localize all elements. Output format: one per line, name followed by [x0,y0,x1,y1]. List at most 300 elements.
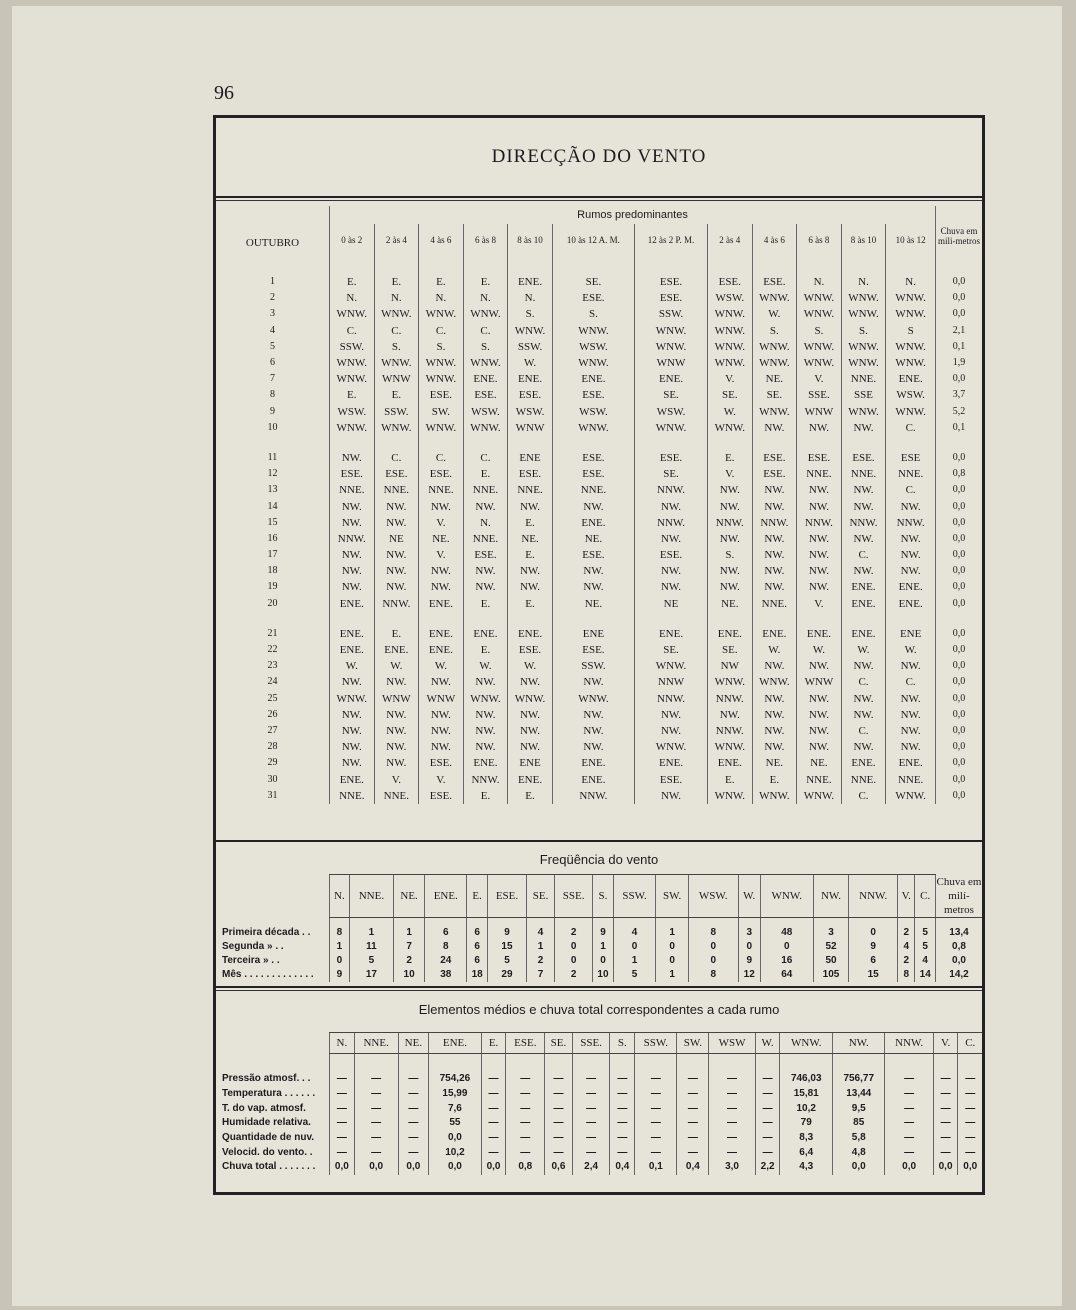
element-cell: — [572,1101,610,1116]
direction-cell: E. [463,596,508,612]
direction-cell: WNW. [752,355,797,371]
direction-cell: ENE. [330,596,375,612]
element-cell: — [933,1145,958,1160]
direction-header: NNE. [354,1033,398,1054]
direction-cell: NW. [752,723,797,739]
direction-cell: SE. [708,642,753,658]
frequency-cell: 16 [760,954,813,968]
direction-cell: C. [886,420,936,436]
direction-cell: C. [374,450,419,466]
direction-cell: WNW. [330,306,375,322]
direction-cell: NW. [752,547,797,563]
direction-cell: NW. [797,579,842,595]
direction-cell: NW. [752,498,797,514]
direction-cell: NW. [886,691,936,707]
table-row [216,1072,982,1087]
day-number: 29 [267,757,278,769]
spacer-row [216,917,982,926]
day-number: 19 [267,581,278,593]
direction-cell: N. [330,290,375,306]
direction-cell: NNE. [374,482,419,498]
direction-cell: NE. [797,755,842,771]
element-cell: — [610,1131,635,1146]
rain-cell: 0,0 [936,515,983,531]
rain-cell: 0,0 [936,596,983,612]
direction-header: SSW. [613,875,656,918]
day-number: 15 [267,516,278,528]
element-cell: — [330,1087,355,1102]
direction-cell: NW. [886,723,936,739]
rain-cell: 0,0 [936,723,983,739]
element-cell: — [398,1131,429,1146]
element-cell: — [635,1072,677,1087]
frequency-cell: 38 [425,968,467,982]
direction-cell: ESE. [552,290,634,306]
direction-cell: C. [841,788,886,804]
frequency-cell: 7 [527,968,555,982]
direction-cell: NW. [463,723,508,739]
direction-cell: NW. [708,707,753,723]
rain-cell: 0,0 [936,739,983,755]
direction-cell: S. [552,306,634,322]
direction-cell: N. [419,290,464,306]
direction-cell: WNW. [708,788,753,804]
direction-header: C. [958,1033,982,1054]
frequency-cell: 1 [656,926,688,940]
frequency-cell: 1 [527,940,555,954]
direction-header: S. [593,875,613,918]
direction-cell: NNE. [463,482,508,498]
direction-cell: ESE. [419,466,464,482]
direction-cell: ENE. [552,515,634,531]
table-row [216,498,982,514]
direction-cell: WNW [508,420,553,436]
direction-cell: WNW. [752,290,797,306]
direction-cell: ENE. [635,755,708,771]
frequency-cell: 3 [813,926,849,940]
day-number: 7 [270,373,275,385]
element-cell: — [545,1131,573,1146]
direction-cell: N. [463,290,508,306]
day-number: 17 [267,549,278,561]
direction-cell: W. [841,642,886,658]
element-cell: — [677,1101,709,1116]
direction-cell: E. [508,596,553,612]
element-cell: — [958,1101,982,1116]
direction-cell: NW. [886,531,936,547]
rain-cell: 0,0 [936,691,983,707]
element-cell: 0,0 [330,1160,355,1175]
direction-cell: NW. [752,531,797,547]
direction-cell: WNW. [797,339,842,355]
frequency-cell: 0 [688,940,738,954]
direction-cell: W. [374,658,419,674]
element-cell: — [885,1072,933,1087]
direction-cell: ENE. [419,642,464,658]
table-row [216,371,982,387]
element-cell: 5,8 [832,1131,885,1146]
time-column-header: 12 às 2 P. M. [635,224,708,260]
table-row [216,1145,982,1160]
direction-cell: WNW. [886,339,936,355]
element-cell: 0,0 [429,1131,482,1146]
direction-cell: C. [886,674,936,690]
element-cell: — [709,1087,755,1102]
element-cell: — [885,1131,933,1146]
direction-header: ENE. [429,1033,482,1054]
direction-header: ESE. [506,1033,545,1054]
direction-header: E. [481,1033,506,1054]
element-cell: — [354,1087,398,1102]
wind-direction-table [216,206,982,804]
direction-header: C. [915,875,936,918]
direction-cell: NE. [552,531,634,547]
direction-cell: ESE. [635,547,708,563]
direction-cell: WNW. [886,306,936,322]
direction-cell: NW. [797,482,842,498]
element-cell: — [933,1131,958,1146]
direction-header: NNW. [849,875,898,918]
direction-cell: ENE. [752,626,797,642]
direction-cell: WNW. [552,420,634,436]
direction-cell: W. [797,642,842,658]
element-cell: — [398,1101,429,1116]
element-cell: 0,0 [429,1160,482,1175]
element-cell: — [709,1072,755,1087]
divider [216,986,982,988]
direction-cell: NW. [886,547,936,563]
direction-cell: WSW. [552,404,634,420]
element-cell: — [354,1101,398,1116]
element-cell: 0,0 [885,1160,933,1175]
direction-header: N. [330,1033,355,1054]
direction-cell: NW. [330,563,375,579]
direction-header: WSW. [688,875,738,918]
direction-cell: NNW. [330,531,375,547]
frequency-cell: 12 [738,968,760,982]
frequency-cell: 8 [688,968,738,982]
direction-cell: NW. [374,563,419,579]
direction-cell: ENE. [552,771,634,787]
rain-cell: 0,0 [936,771,983,787]
direction-cell: ENE. [330,771,375,787]
element-cell: — [481,1131,506,1146]
direction-cell: ESE. [752,466,797,482]
frequency-cell: 5 [487,954,526,968]
element-cell: — [755,1116,780,1131]
table-row [216,642,982,658]
frequency-cell: 15 [487,940,526,954]
frequency-title: Freqüência do vento [539,852,659,867]
element-cell: 0,0 [933,1160,958,1175]
frequency-cell: 52 [813,940,849,954]
direction-cell: SSW. [330,339,375,355]
table-row [216,954,982,968]
element-cell: — [545,1087,573,1102]
element-cell: — [610,1087,635,1102]
direction-cell: NE [374,531,419,547]
direction-cell: NNW. [708,691,753,707]
direction-cell: NNE. [886,771,936,787]
direction-cell: NW. [708,579,753,595]
time-column-header: 8 às 10 [508,224,553,260]
day-number: 8 [270,389,275,401]
divider [216,990,982,991]
element-cell: — [610,1101,635,1116]
direction-header: SW. [656,875,688,918]
direction-cell: ENE. [463,371,508,387]
direction-cell: NW. [797,498,842,514]
element-cell: — [354,1131,398,1146]
table-row [216,771,982,787]
direction-header: W. [755,1033,780,1054]
element-cell: — [545,1072,573,1087]
element-cell: — [610,1145,635,1160]
direction-cell: WNW. [635,739,708,755]
direction-cell: NW. [463,674,508,690]
direction-cell: NW. [708,531,753,547]
frequency-cell: 4 [527,926,555,940]
direction-cell: NW. [708,498,753,514]
group-header-row [216,206,982,224]
day-number: 12 [267,468,278,480]
direction-cell: WNW. [752,339,797,355]
direction-cell: NW. [463,579,508,595]
time-column-header: 6 às 8 [797,224,842,260]
element-cell: — [755,1145,780,1160]
direction-cell: NW. [752,658,797,674]
spacer-row [216,1054,982,1073]
day-number: 16 [267,532,278,544]
frequency-cell: 2 [898,926,915,940]
direction-cell: NW. [886,707,936,723]
direction-cell: NW. [635,498,708,514]
element-cell: — [635,1145,677,1160]
direction-cell: NW. [508,498,553,514]
direction-header: NNE. [349,875,393,918]
direction-cell: NNW. [841,515,886,531]
direction-cell: ENE. [886,755,936,771]
frequency-cell: 29 [487,968,526,982]
element-cell: — [635,1131,677,1146]
direction-cell: C. [419,323,464,339]
frequency-cell: 8 [330,926,350,940]
rain-cell: 0,0 [936,788,983,804]
direction-cell: ENE. [635,626,708,642]
day-number: 26 [267,708,278,720]
direction-cell: NW. [841,498,886,514]
rain-cell: 1,9 [936,355,983,371]
direction-cell: NNE. [374,788,419,804]
table-row [216,739,982,755]
row-label: Chuva total . . . . . . . [222,1161,316,1173]
element-cell: 13,44 [832,1087,885,1102]
direction-cell: WSW. [508,404,553,420]
direction-cell: NW. [508,739,553,755]
element-cell: — [635,1101,677,1116]
table-row [216,1116,982,1131]
day-number: 5 [270,340,275,352]
direction-cell: WNW. [841,339,886,355]
rain-cell: 0,0 [936,547,983,563]
direction-cell: N. [886,274,936,290]
direction-cell: ENE. [330,626,375,642]
direction-cell: NNW. [463,771,508,787]
frequency-cell: 11 [349,940,393,954]
frequency-cell: 4 [915,954,936,968]
direction-cell: WNW. [330,420,375,436]
rain-cell: 0,0 [936,707,983,723]
direction-cell: NW. [841,531,886,547]
element-cell: — [481,1101,506,1116]
frequency-cell: 48 [760,926,813,940]
direction-cell: NNW [635,674,708,690]
table-row [216,420,982,436]
direction-cell: WSW. [330,404,375,420]
direction-cell: NNE. [797,466,842,482]
rain-cell: 0,1 [936,339,983,355]
direction-cell: ENE [508,755,553,771]
frequency-cell: 0 [656,940,688,954]
element-cell: 10,2 [780,1101,833,1116]
day-number: 3 [270,308,275,320]
direction-cell: ESE. [419,788,464,804]
direction-cell: NW. [886,658,936,674]
direction-cell: NE [635,596,708,612]
direction-cell: ENE. [841,626,886,642]
direction-cell: S. [419,339,464,355]
direction-cell: NNW. [635,515,708,531]
direction-cell: WNW. [841,355,886,371]
direction-header: NW. [813,875,849,918]
element-cell: 3,0 [709,1160,755,1175]
direction-cell: WNW. [330,691,375,707]
direction-cell: NW. [797,723,842,739]
direction-header: SE. [545,1033,573,1054]
rain-cell: 0,0 [936,450,983,466]
day-number: 25 [267,692,278,704]
element-cell: — [755,1101,780,1116]
direction-header: V. [898,875,915,918]
direction-header: S. [610,1033,635,1054]
direction-cell: WNW. [797,355,842,371]
direction-cell: ESE. [752,450,797,466]
direction-cell: WNW. [797,306,842,322]
element-cell: 6,4 [780,1145,833,1160]
direction-cell: WNW. [552,323,634,339]
rain-header: Chuva em mili-metros [936,206,983,260]
table-row [216,515,982,531]
direction-cell: SSW. [635,306,708,322]
direction-header: WNW. [780,1033,833,1054]
direction-cell: E. [463,642,508,658]
element-cell: — [398,1116,429,1131]
spacer-row [216,612,982,626]
direction-cell: NW. [330,515,375,531]
direction-header: SW. [677,1033,709,1054]
frequency-cell: 6 [467,940,487,954]
table-row [216,339,982,355]
direction-cell: NW. [797,531,842,547]
frequency-cell: 9 [593,926,613,940]
direction-cell: C. [841,674,886,690]
direction-cell: ENE. [708,755,753,771]
direction-cell: WNW. [752,788,797,804]
element-cell: 10,2 [429,1145,482,1160]
frequency-cell: 9 [849,940,898,954]
element-cell: 55 [429,1116,482,1131]
direction-cell: NW. [552,498,634,514]
direction-cell: V. [374,771,419,787]
frequency-cell: 50 [813,954,849,968]
direction-cell: WNW. [463,420,508,436]
direction-cell: ENE. [330,642,375,658]
frequency-cell: 10 [394,968,425,982]
direction-cell: SSE. [797,387,842,403]
direction-cell: E. [374,626,419,642]
direction-cell: WNW. [708,355,753,371]
direction-cell: E. [330,387,375,403]
direction-cell: SE. [635,466,708,482]
element-cell: — [755,1131,780,1146]
direction-cell: NW. [841,563,886,579]
divider [216,840,982,842]
frequency-cell: 5 [349,954,393,968]
element-cell: 85 [832,1116,885,1131]
element-cell: — [709,1116,755,1131]
rain-cell: 0,0 [936,371,983,387]
direction-cell: NW. [552,674,634,690]
direction-cell: N. [797,274,842,290]
element-cell: 0,0 [958,1160,982,1175]
direction-cell: NW. [419,707,464,723]
direction-cell: ESE. [463,387,508,403]
frequency-cell: 2 [555,968,593,982]
element-cell: 0,0 [398,1160,429,1175]
direction-cell: NW. [508,707,553,723]
direction-cell: NW. [752,707,797,723]
direction-cell: V. [419,515,464,531]
element-cell: — [933,1116,958,1131]
direction-cell: WNW. [508,691,553,707]
time-column-header: 2 às 4 [374,224,419,260]
direction-cell: NW. [635,579,708,595]
rain-cell: 0,0 [936,290,983,306]
rain-cell: 0,0 [936,531,983,547]
element-cell: — [545,1101,573,1116]
element-cell: — [755,1072,780,1087]
direction-cell: WSW. [552,339,634,355]
frequency-cell: 13,4 [936,926,983,940]
direction-header: NE. [394,875,425,918]
element-cell: — [545,1116,573,1131]
table-row [216,274,982,290]
direction-cell: NW. [374,547,419,563]
month-label: OUTUBRO [245,237,300,249]
element-cell: 746,03 [780,1072,833,1087]
direction-header: W. [738,875,760,918]
frequency-cell: 0,8 [936,940,983,954]
direction-cell: NW. [374,723,419,739]
day-number: 10 [267,421,278,433]
direction-cell: ESE. [419,755,464,771]
direction-cell: NW. [552,707,634,723]
direction-header: SE. [527,875,555,918]
table-row [216,531,982,547]
direction-cell: NW. [330,579,375,595]
direction-cell: NNE. [419,482,464,498]
direction-cell: WNW. [374,420,419,436]
